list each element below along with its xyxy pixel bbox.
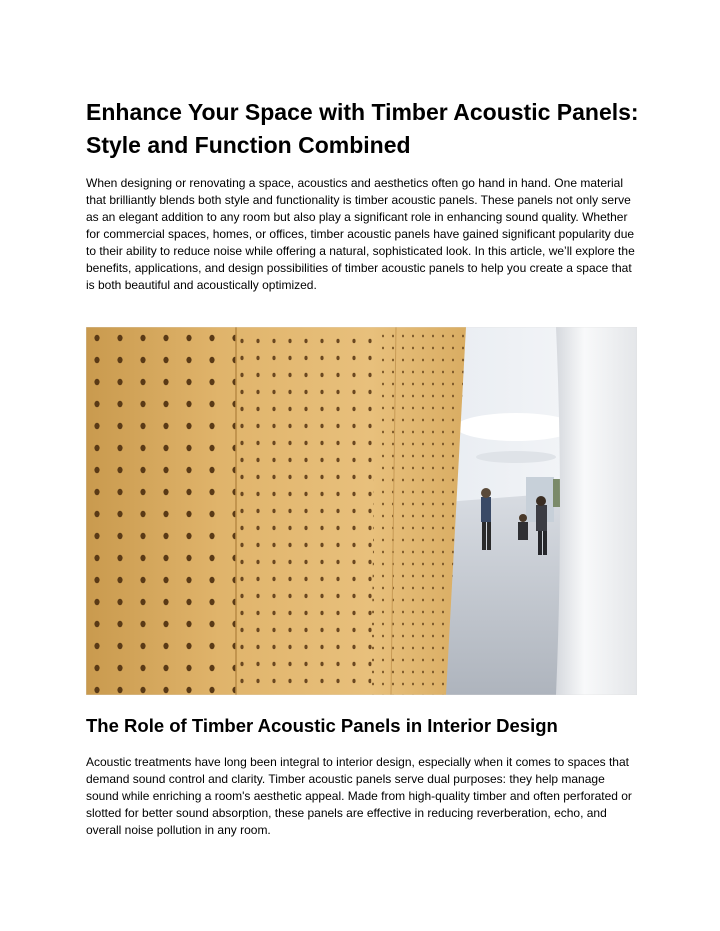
- timber-panel-photo: [86, 327, 637, 695]
- intro-paragraph: When designing or renovating a space, acoustics and aesthetics often go hand in hand. One material that brilliantly blends both style and functionality is timber acoustic panels. These panels not only serve as an elegant addition to any room but also play a significant role in enhancing sound quality. Whether for commercial spaces, homes, or offices, timber acoustic panels have gained significant popularity due to their ability to reduce noise while offering a natural, sophisticated look. In this article, we’ll explore the benefits, applications, and design possibilities of timber acoustic panels to help you create a space that is both beautiful and acoustically optimized.: [86, 176, 635, 292]
- section-heading: The Role of Timber Acoustic Panels in Interior Design: [86, 715, 558, 736]
- white-column: [556, 327, 637, 695]
- section-paragraph: Acoustic treatments have long been integral to interior design, especially when it comes to spaces that demand sound control and clarity. Timber acoustic panels serve dual purposes: they help manage sound while enriching a room's aesthetic appeal. Made from high-quality timber and often perforated or slotted for better sound absorption, these panels are effective in reducing reverberation, echo, and overall noise pollution in any room.: [86, 755, 632, 837]
- page-title: Enhance Your Space with Timber Acoustic Panels: Style and Function Combined: [86, 99, 639, 158]
- perforation-holes: [86, 327, 466, 695]
- ceiling-light: [476, 451, 556, 463]
- ceiling-light: [456, 413, 576, 441]
